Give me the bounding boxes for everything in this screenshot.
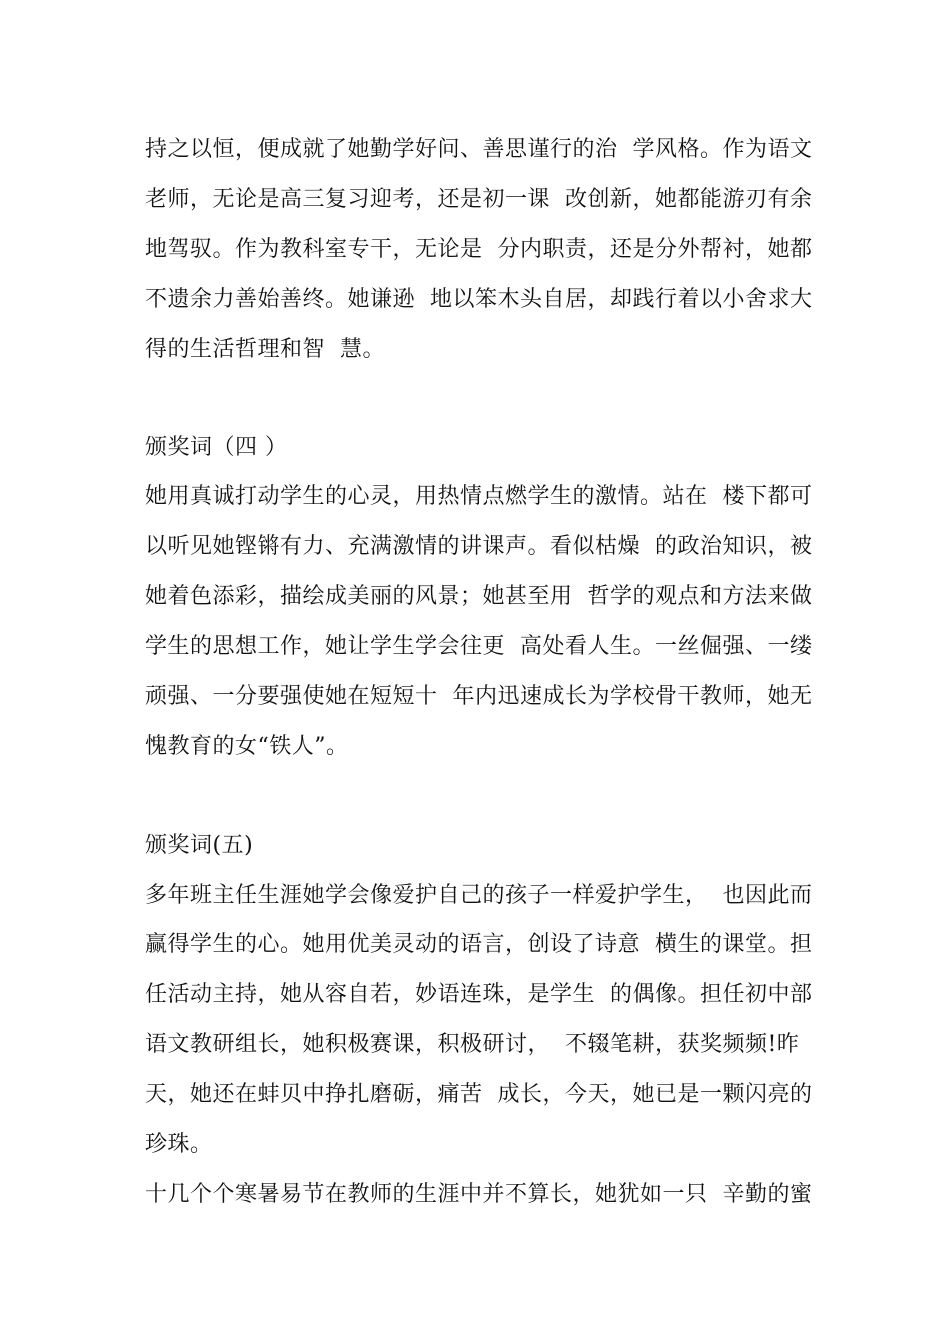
paragraph-line: 她着色添彩，描绘成美丽的风景；她甚至用 哲学的观点和方法来做	[145, 584, 813, 609]
paragraph-line: 十几个个寒暑易节在教师的生涯中并不算长，她犹如一只 辛勤的蜜	[145, 1182, 813, 1207]
paragraph-line: 多年班主任生涯她学会像爱护自己的孩子一样爱护学生， 也因此而	[145, 883, 813, 908]
section-heading-4: 颁奖词（四 ）	[145, 435, 288, 460]
paragraph-line: 赢得学生的心。她用优美灵动的语言，创设了诗意 横生的课堂。担	[145, 932, 813, 957]
section-heading-5: 颁奖词(五)	[145, 833, 254, 858]
paragraph-line: 得的生活哲理和智 慧。	[145, 337, 385, 362]
paragraph-line: 学生的思想工作，她让学生学会往更 高处看人生。一丝倔强、一缕	[145, 634, 813, 659]
paragraph-line: 以听见她铿锵有力、充满激情的讲课声。看似枯燥 的政治知识，被	[145, 534, 813, 559]
paragraph-line: 珍珠。	[145, 1132, 213, 1157]
paragraph-line: 愧教育的女“铁人”。	[145, 734, 349, 759]
paragraph-line: 顽强、一分要强使她在短短十 年内迅速成长为学校骨干教师，她无	[145, 684, 813, 709]
paragraph-line: 老师，无论是高三复习迎考，还是初一课 改创新，她都能游刃有余	[145, 187, 813, 212]
paragraph-line: 地驾驭。作为教科室专干，无论是 分内职责，还是分外帮衬，她都	[145, 237, 813, 262]
paragraph-line: 不遗余力善始善终。她谦逊 地以笨木头自居，却践行着以小舍求大	[145, 287, 813, 312]
paragraph-line: 持之以恒，便成就了她勤学好问、善思谨行的治 学风格。作为语文	[145, 137, 813, 162]
paragraph-line: 天，她还在蚌贝中挣扎磨砺，痛苦 成长，今天，她已是一颗闪亮的	[145, 1082, 813, 1107]
paragraph-line: 语文教研组长，她积极赛课，积极研讨， 不辍笔耕，获奖频频!昨	[145, 1032, 800, 1057]
paragraph-line: 她用真诚打动学生的心灵，用热情点燃学生的激情。站在 楼下都可	[145, 484, 813, 509]
paragraph-line: 任活动主持，她从容自若，妙语连珠，是学生 的偶像。担任初中部	[145, 982, 813, 1007]
